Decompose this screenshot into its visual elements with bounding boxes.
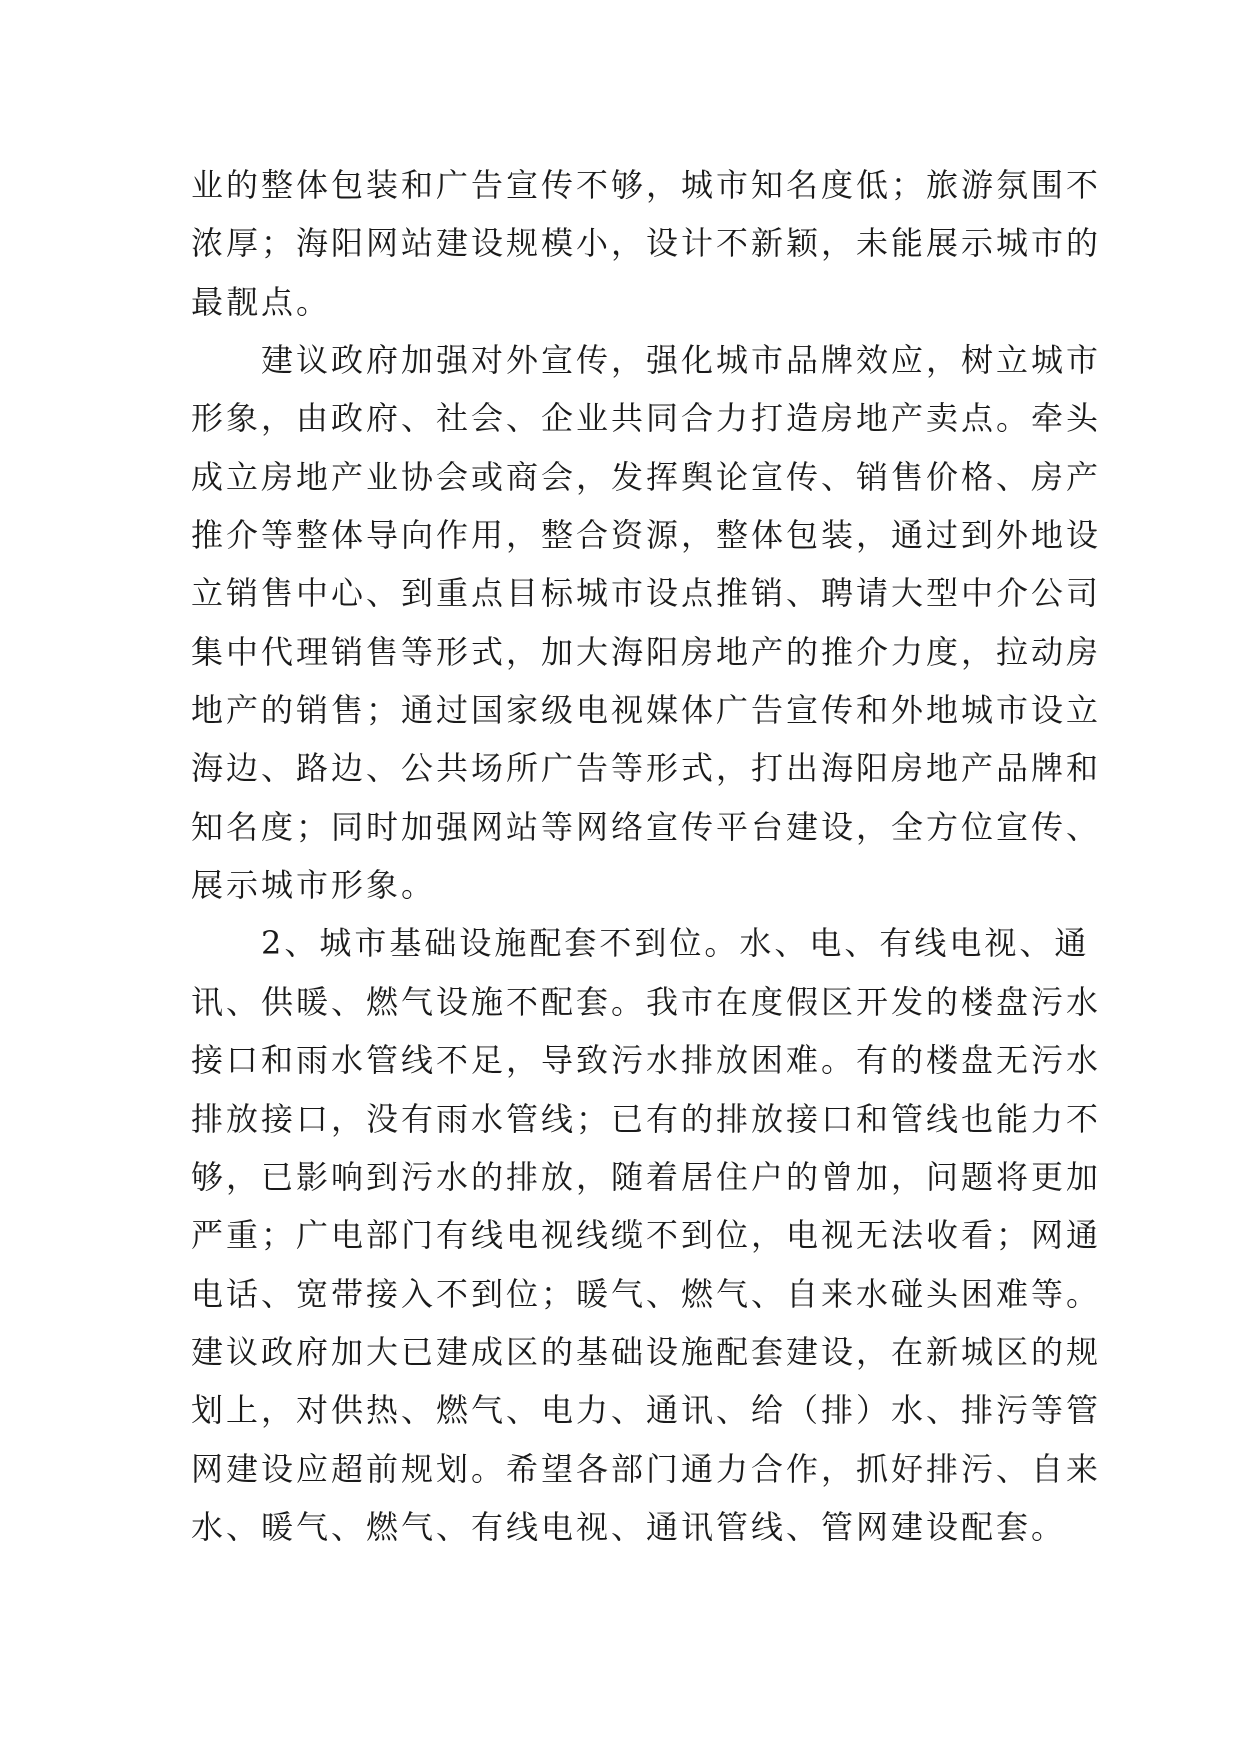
text-line: 严重；广电部门有线电视线缆不到位，电视无法收看；网通 bbox=[191, 1216, 1102, 1255]
text-line: 成立房地产业协会或商会，发挥舆论宣传、销售价格、房产 bbox=[191, 457, 1102, 496]
text-line: 电话、宽带接入不到位；暖气、燃气、自来水碰头困难等。 bbox=[191, 1274, 1102, 1313]
text-line: 划上，对供热、燃气、电力、通讯、给（排）水、排污等管 bbox=[191, 1391, 1102, 1430]
text-line: 知名度；同时加强网站等网络宣传平台建设，全方位宣传、 bbox=[191, 807, 1102, 846]
paragraph-first-line: 建议政府加强对外宣传，强化城市品牌效应，树立城市 bbox=[261, 341, 1102, 380]
text-line: 接口和雨水管线不足，导致污水排放困难。有的楼盘无污水 bbox=[191, 1041, 1102, 1080]
text-line: 海边、路边、公共场所广告等形式，打出海阳房地产品牌和 bbox=[191, 749, 1102, 788]
text-line: 建议政府加大已建成区的基础设施配套建设，在新城区的规 bbox=[191, 1332, 1102, 1371]
text-line: 网建设应超前规划。希望各部门通力合作，抓好排污、自来 bbox=[191, 1449, 1102, 1488]
text-line: 最靓点。 bbox=[191, 282, 332, 321]
text-line: 集中代理销售等形式，加大海阳房地产的推介力度，拉动房 bbox=[191, 632, 1102, 671]
text-line: 地产的销售；通过国家级电视媒体广告宣传和外地城市设立 bbox=[191, 691, 1102, 730]
text-line: 讯、供暖、燃气设施不配套。我市在度假区开发的楼盘污水 bbox=[191, 982, 1102, 1021]
text-line: 展示城市形象。 bbox=[191, 866, 437, 905]
text-line: 浓厚；海阳网站建设规模小，设计不新颖，未能展示城市的 bbox=[191, 224, 1102, 263]
text-line: 形象，由政府、社会、企业共同合力打造房地产卖点。牵头 bbox=[191, 399, 1102, 438]
text-line: 水、暖气、燃气、有线电视、通讯管线、管网建设配套。 bbox=[191, 1507, 1067, 1546]
text-line: 业的整体包装和广告宣传不够，城市知名度低；旅游氛围不 bbox=[191, 166, 1102, 204]
text-line: 立销售中心、到重点目标城市设点推销、聘请大型中介公司 bbox=[191, 574, 1102, 613]
text-line: 推介等整体导向作用，整合资源，整体包装，通过到外地设 bbox=[191, 516, 1102, 555]
paragraph-first-line: 2、城市基础设施配套不到位。水、电、有线电视、通 bbox=[261, 924, 1090, 963]
text-line: 排放接口，没有雨水管线；已有的排放接口和管线也能力不 bbox=[191, 1099, 1102, 1138]
document-body bbox=[191, 156, 1102, 1556]
text-line: 够，已影响到污水的排放，随着居住户的曾加，问题将更加 bbox=[191, 1157, 1102, 1196]
